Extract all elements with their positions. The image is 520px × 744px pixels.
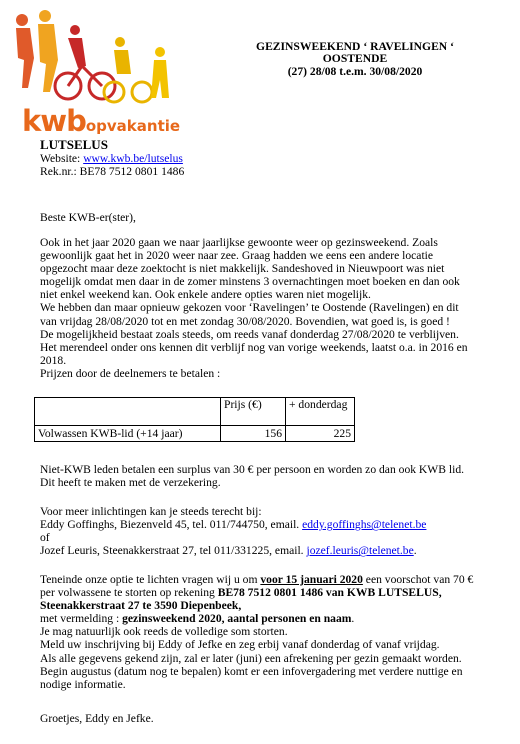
contact-person-2-text: Jozef Leuris, Steenakkerstraat 27, tel 011/331225, email. bbox=[40, 544, 307, 558]
row-label: Volwassen KWB-lid (+14 jaar) bbox=[35, 426, 221, 442]
paragraph-line: Dit heeft te maken met de verzekering. bbox=[40, 476, 221, 490]
paragraph-line: van vrijdag 28/08/2020 tot en met zondag 30/08/2020. Bovendien, wat goed is, is goed ! bbox=[40, 314, 450, 328]
kwb-logo bbox=[10, 8, 210, 138]
website-label: Website: bbox=[40, 152, 84, 165]
org-block bbox=[40, 138, 184, 178]
payment-line: Je mag natuurlijk ook reeds de volledige som storten. bbox=[40, 625, 288, 639]
intro-paragraph bbox=[40, 236, 510, 380]
payment-line: nodige informatie. bbox=[40, 677, 126, 691]
paragraph-line: Ook in het jaar 2020 gaan we naar jaarlijkse gewoonte weer op gezinsweekend. Zoals bbox=[40, 236, 438, 249]
contact-block bbox=[40, 505, 426, 557]
payment-text: Teneinde onze optie te lichten vragen wij u om bbox=[40, 573, 261, 586]
account-number: Rek.nr.: BE78 7512 0801 1486 bbox=[40, 165, 185, 179]
title-line-3: (27) 28/08 t.e.m. 30/08/2020 bbox=[287, 64, 423, 78]
contact-or: of bbox=[40, 531, 50, 545]
paragraph-line: Niet-KWB leden betalen een surplus van 30 € per persoon en worden zo dan ook KWB lid. bbox=[40, 463, 465, 476]
table-header-cell bbox=[35, 398, 221, 426]
payment-line: Meld uw inschrijving bij Eddy of Jefke en zeg erbij vanaf donderdag of vanaf vrijdag. bbox=[40, 638, 440, 652]
price-table bbox=[34, 397, 355, 442]
paragraph-line: Het merendeel onder ons kennen dit verblijf nog van vorige weekends, laatst o.a. in 2016 en bbox=[40, 340, 468, 354]
org-name: LUTSELUS bbox=[40, 137, 108, 152]
closing: Groetjes, Eddy en Jefke. bbox=[40, 712, 154, 725]
email-link-eddy[interactable]: eddy.goffinghs@telenet.be bbox=[302, 518, 427, 532]
payment-block bbox=[40, 573, 514, 691]
payment-account: BE78 7512 0801 1486 van KWB LUTSELUS, bbox=[217, 586, 442, 600]
table-row bbox=[35, 426, 355, 442]
paragraph-line: mogelijk omdat men daar in de zomer minstens 3 overnachtingen moet boeken en dan ook bbox=[40, 275, 460, 289]
logo-tagline: opvakantie bbox=[85, 117, 181, 135]
website-link[interactable]: www.kwb.be/lutselus bbox=[83, 152, 183, 165]
payment-deadline: voor 15 januari 2020 bbox=[260, 573, 363, 586]
paragraph-line: Prijzen door de deelnemers te betalen : bbox=[40, 366, 221, 380]
paragraph-line: De mogelijkheid bestaat zoals steeds, om reeds vanaf donderdag 27/08/2020 te verblijven. bbox=[40, 327, 459, 341]
payment-reference: gezinsweekend 2020, aantal personen en naam bbox=[122, 612, 352, 626]
contact-person-1-text: Eddy Goffinghs, Biezenveld 45, tel. 011/744750, email. bbox=[40, 518, 303, 532]
table-header-cell: + donderdag bbox=[286, 398, 355, 426]
logo-brand: kwb bbox=[22, 104, 86, 138]
website-line bbox=[40, 152, 184, 165]
payment-text: met vermelding : bbox=[40, 612, 123, 626]
table-header-row bbox=[35, 398, 355, 426]
title-line-1: GEZINSWEEKEND ‘ RAVELINGEN ‘ bbox=[256, 40, 454, 53]
payment-text: een voorschot van 70 € bbox=[362, 573, 474, 586]
paragraph-line: niet enkel weekend kan. Ook enkele andere opties waren niet mogelijk. bbox=[40, 288, 371, 302]
contact-person-1 bbox=[40, 518, 426, 531]
payment-line bbox=[40, 599, 514, 612]
payment-line: Begin augustus (datum nog te bepalen) komt er een infovergadering met verdere nuttige en bbox=[40, 664, 463, 678]
payment-line bbox=[40, 573, 514, 586]
paragraph-line: gewoonlijk gaat het in 2020 weer naar zee. Graag hadden we eens een andere locatie bbox=[40, 249, 434, 263]
logo-wordmark bbox=[22, 104, 180, 138]
paragraph-line: opgezocht maar deze zoektocht is niet makkelijk. Sandeshoved in Nieuwpoort was niet bbox=[40, 262, 445, 276]
document-title bbox=[250, 41, 460, 78]
email-link-jozef[interactable]: jozef.leuris@telenet.be bbox=[306, 544, 414, 558]
payment-text: . bbox=[351, 612, 355, 626]
salutation: Beste KWB-er(ster), bbox=[40, 211, 136, 224]
payment-address: Steenakkerstraat 27 te 3590 Diepenbeek, bbox=[40, 599, 242, 613]
payment-line: Als alle gegevens gekend zijn, zal er later (juni) een afrekening per gezin gemaakt worden. bbox=[40, 651, 462, 665]
payment-line bbox=[40, 586, 514, 599]
surplus-paragraph bbox=[40, 463, 464, 489]
contact-person-2 bbox=[40, 544, 426, 557]
title-line-2: OOSTENDE bbox=[322, 52, 388, 66]
paragraph-line: 2018. bbox=[40, 353, 67, 367]
table-header-cell: Prijs (€) bbox=[221, 398, 286, 426]
row-price: 156 bbox=[221, 426, 286, 442]
punctuation: . bbox=[413, 544, 417, 558]
payment-text: per volwassene te storten op rekening bbox=[40, 586, 218, 600]
contact-intro: Voor meer inlichtingen kan je steeds terecht bij: bbox=[40, 505, 262, 518]
paragraph-line: We hebben dan maar opnieuw gekozen voor ‘Ravelingen’ te Oostende (Ravelingen) en dit bbox=[40, 301, 459, 315]
people-cycling-logo-icon bbox=[10, 8, 210, 108]
payment-line bbox=[40, 612, 514, 625]
row-thursday-price: 225 bbox=[286, 426, 355, 442]
